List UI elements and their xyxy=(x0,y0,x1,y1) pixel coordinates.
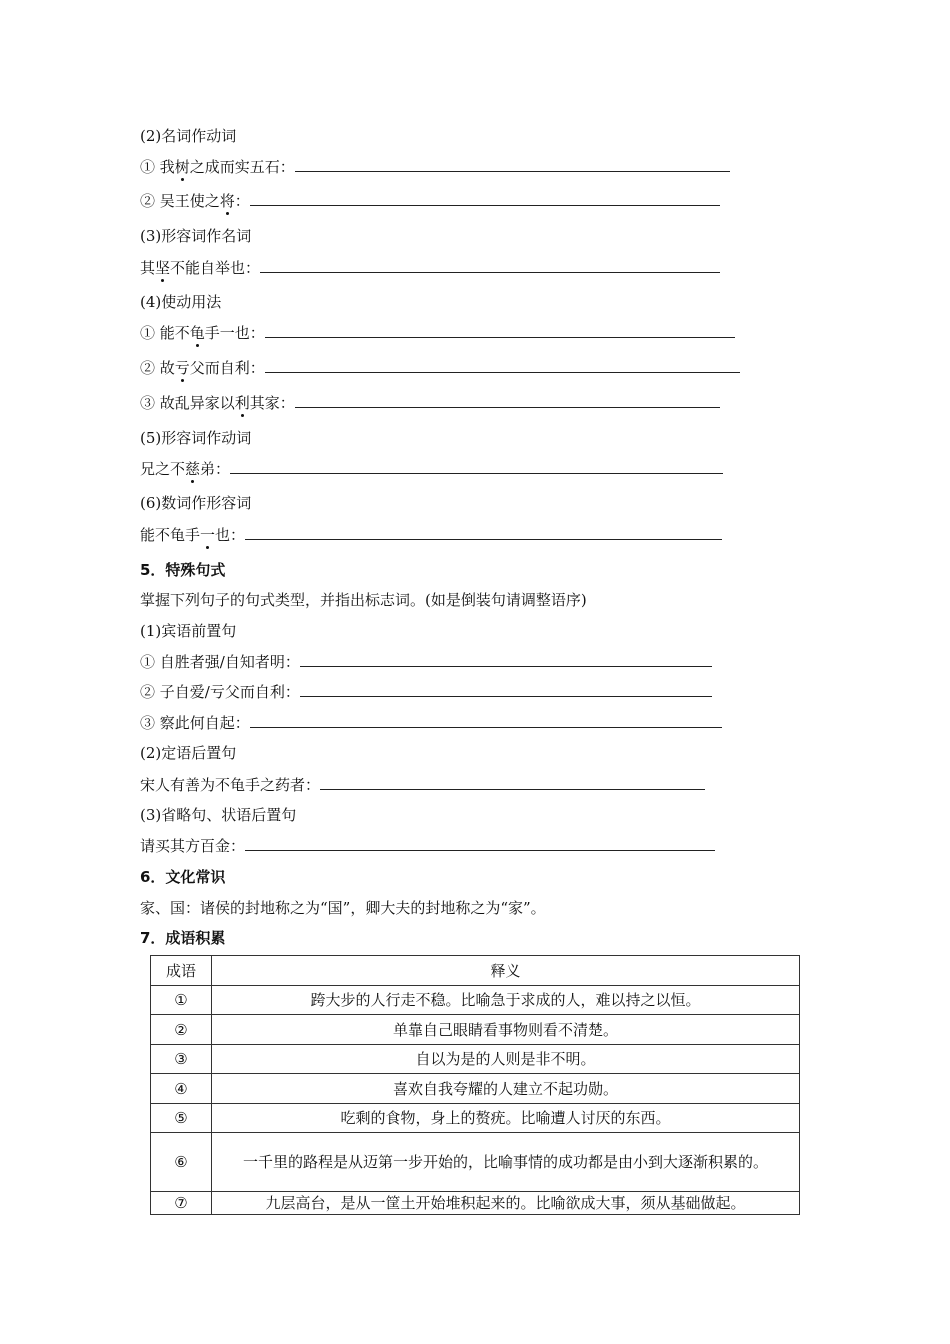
column-header: 成语 xyxy=(151,956,212,986)
exercise-line xyxy=(140,682,712,702)
instruction-text: 掌握下列句子的句式类型，并指出标志词。(如是倒装句请调整语序) xyxy=(140,591,587,609)
column-header: 释义 xyxy=(212,956,800,986)
row-meaning: 跨大步的人行走不稳。比喻急于求成的人，难以持之以恒。 xyxy=(212,986,800,1015)
subsection-title: (6)数词作形容词 xyxy=(140,494,252,512)
row-meaning: 吃剩的食物，身上的赘疣。比喻遭人讨厌的东西。 xyxy=(212,1104,800,1133)
line-text: ② 子自爱/亏父而自利： xyxy=(140,683,300,701)
answer-blank[interactable] xyxy=(300,652,712,667)
table-row xyxy=(151,1104,800,1133)
table-row xyxy=(151,1074,800,1104)
idiom-table xyxy=(150,955,800,1215)
table-header-row xyxy=(151,956,800,986)
line-text: 兄之不 xyxy=(140,460,186,478)
row-meaning: 喜欢自我夸耀的人建立不起功勋。 xyxy=(212,1074,800,1104)
subsection-title: (2)定语后置句 xyxy=(140,744,237,762)
line-text: ： xyxy=(234,192,250,210)
row-number: ① xyxy=(151,986,212,1015)
line-text: 手一也： xyxy=(204,324,265,342)
row-number: ② xyxy=(151,1015,212,1045)
answer-blank[interactable] xyxy=(265,323,735,338)
line-text: ① 我 xyxy=(140,158,175,176)
line-text: 其家： xyxy=(249,394,295,412)
line-text: ② 吴王使之 xyxy=(140,192,220,210)
answer-blank[interactable] xyxy=(260,258,720,273)
line-text: 其 xyxy=(140,259,156,277)
section-heading: 6．文化常识 xyxy=(140,868,226,886)
row-number: ⑦ xyxy=(151,1192,212,1215)
exercise-line xyxy=(140,836,715,856)
line-text: ① 能不 xyxy=(140,324,190,342)
line-text: 也： xyxy=(215,526,246,544)
row-meaning: 自以为是的人则是非不明。 xyxy=(212,1045,800,1074)
answer-blank[interactable] xyxy=(295,393,720,408)
line-text: 之成而实五石： xyxy=(189,158,295,176)
subsection-title: (1)宾语前置句 xyxy=(140,622,237,640)
exercise-line xyxy=(140,713,722,733)
exercise-line xyxy=(140,191,720,211)
marked-character: 一 xyxy=(200,526,216,544)
answer-blank[interactable] xyxy=(320,775,705,790)
marked-character: 亏 xyxy=(174,359,190,377)
row-number: ③ xyxy=(151,1045,212,1074)
table-row xyxy=(151,1192,800,1215)
subsection-title: (3)省略句、状语后置句 xyxy=(140,806,297,824)
table-row xyxy=(151,1015,800,1045)
line-text: ③ 故乱异家以 xyxy=(140,394,235,412)
table-row xyxy=(151,1133,800,1192)
row-meaning: 一千里的路程是从迈第一步开始的，比喻事情的成功都是由小到大逐渐积累的。 xyxy=(212,1133,800,1192)
answer-blank[interactable] xyxy=(265,358,740,373)
exercise-line xyxy=(140,323,735,343)
marked-character: 树 xyxy=(174,158,190,176)
line-text: 宋人有善为不龟手之药者： xyxy=(140,776,321,794)
line-text: 能不龟手 xyxy=(140,526,201,544)
subsection-title: (2)名词作动词 xyxy=(140,127,237,145)
section-heading: 7．成语积累 xyxy=(140,929,226,947)
answer-blank[interactable] xyxy=(300,682,712,697)
exercise-line xyxy=(140,258,720,278)
line-text: 父而自利： xyxy=(189,359,265,377)
culture-note: 家、国：诸侯的封地称之为“国”，卿大夫的封地称之为“家”。 xyxy=(140,899,546,917)
line-text: ① 自胜者强/自知者明： xyxy=(140,653,300,671)
answer-blank[interactable] xyxy=(245,525,722,540)
marked-character: 将 xyxy=(219,192,235,210)
subsection-title: (3)形容词作名词 xyxy=(140,227,252,245)
exercise-line xyxy=(140,459,723,479)
subsection-title: (5)形容词作动词 xyxy=(140,429,252,447)
marked-character: 龟 xyxy=(189,324,205,342)
exercise-line xyxy=(140,358,740,378)
answer-blank[interactable] xyxy=(250,713,722,728)
line-text: 不能自举也： xyxy=(170,259,261,277)
line-text: 请买其方百金： xyxy=(140,837,246,855)
row-number: ⑥ xyxy=(151,1133,212,1192)
table-row xyxy=(151,986,800,1015)
marked-character: 利 xyxy=(234,394,250,412)
row-number: ⑤ xyxy=(151,1104,212,1133)
row-meaning: 九层高台，是从一筐土开始堆积起来的。比喻欲成大事，须从基础做起。 xyxy=(212,1192,800,1215)
exercise-line xyxy=(140,157,730,177)
section-heading: 5．特殊句式 xyxy=(140,561,226,579)
line-text: ② 故 xyxy=(140,359,175,377)
line-text: ③ 察此何自起： xyxy=(140,714,250,732)
subsection-title: (4)使动用法 xyxy=(140,293,222,311)
answer-blank[interactable] xyxy=(245,836,715,851)
answer-blank[interactable] xyxy=(295,157,730,172)
marked-character: 坚 xyxy=(155,259,171,277)
marked-character: 慈 xyxy=(185,460,201,478)
line-text: 弟： xyxy=(200,460,231,478)
table-row xyxy=(151,1045,800,1074)
row-meaning: 单靠自己眼睛看事物则看不清楚。 xyxy=(212,1015,800,1045)
exercise-line xyxy=(140,525,722,545)
answer-blank[interactable] xyxy=(230,459,723,474)
row-number: ④ xyxy=(151,1074,212,1104)
exercise-line xyxy=(140,775,705,795)
exercise-line xyxy=(140,652,712,672)
answer-blank[interactable] xyxy=(250,191,720,206)
exercise-line xyxy=(140,393,720,413)
